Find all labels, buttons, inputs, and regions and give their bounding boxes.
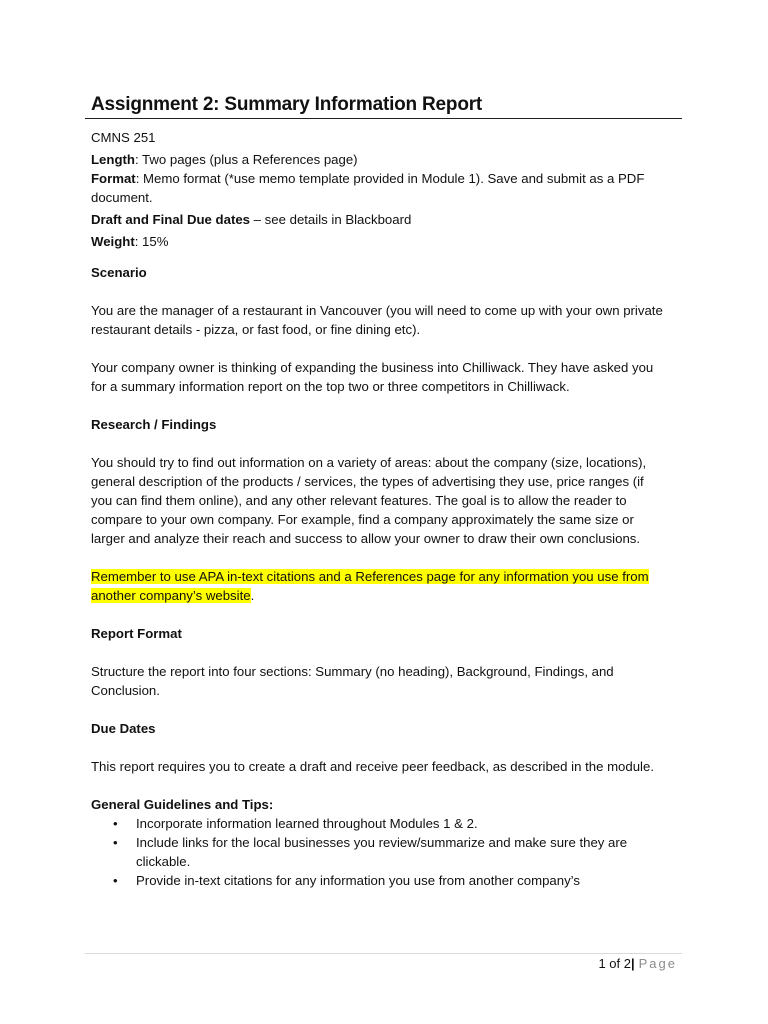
guidelines-list bbox=[91, 814, 666, 890]
bullet-icon: • bbox=[113, 873, 118, 888]
length-value: : Two pages (plus a References page) bbox=[134, 152, 358, 167]
page-title: Assignment 2: Summary Information Report bbox=[91, 94, 483, 115]
list-item bbox=[91, 833, 666, 871]
list-item bbox=[91, 814, 666, 833]
course-code: CMNS 251 bbox=[91, 130, 156, 145]
guidelines-heading: General Guidelines and Tips: bbox=[91, 797, 274, 812]
research-heading: Research / Findings bbox=[91, 417, 217, 432]
report-format-heading: Report Format bbox=[91, 626, 182, 641]
bullet-icon: • bbox=[113, 816, 118, 831]
weight-label: Weight bbox=[91, 234, 135, 249]
due-value: – see details in Blackboard bbox=[250, 212, 412, 227]
highlighted-reminder: Remember to use APA in-text citations and a References page for any information you use from another company’s website bbox=[91, 569, 649, 603]
reminder-period: . bbox=[250, 588, 255, 603]
footer-divider bbox=[85, 953, 682, 954]
due-dates-paragraph: This report requires you to create a draft and receive peer feedback, as described in the module. bbox=[91, 759, 654, 774]
apa-reminder bbox=[91, 567, 666, 605]
page-footer bbox=[598, 956, 677, 971]
title-underline bbox=[85, 118, 682, 119]
due-dates-heading: Due Dates bbox=[91, 721, 156, 736]
list-item bbox=[91, 871, 666, 890]
research-paragraph: You should try to find out information on a variety of areas: about the company (size, locations), general description of the products / services, the types of advertising they use, price ranges (if you can find them online), and any other relevant features. The goal is to allow the reader to compare to your own company. For example, find a company approximately the same size or larger and analyze their reach and success to allow your owner to draw their own conclusions. bbox=[91, 455, 647, 546]
page-word: Page bbox=[638, 956, 677, 971]
format-label: Format bbox=[91, 171, 136, 186]
scenario-heading: Scenario bbox=[91, 265, 147, 280]
list-item-text: Provide in-text citations for any information you use from another company’s bbox=[136, 873, 580, 888]
scenario-paragraph-1: You are the manager of a restaurant in Vancouver (you will need to come up with your own private restaurant details - pizza, or fast food, or fine dining etc). bbox=[91, 303, 663, 337]
length-label: Length bbox=[91, 152, 135, 167]
page-number: 1 of 2 bbox=[598, 956, 631, 971]
weight-line bbox=[91, 232, 666, 251]
footer-separator: | bbox=[630, 956, 635, 971]
scenario-paragraph-2: Your company owner is thinking of expanding the business into Chilliwack. They have asked you for a summary information report on the top two or three competitors in Chilliwack. bbox=[91, 360, 654, 394]
report-format-paragraph: Structure the report into four sections: Summary (no heading), Background, Findings, and Conclusion. bbox=[91, 664, 614, 698]
due-line bbox=[91, 210, 666, 229]
format-value: : Memo format (*use memo template provided in Module 1). Save and submit as a PDF document. bbox=[91, 171, 645, 205]
length-line bbox=[91, 150, 666, 169]
list-item-text: Include links for the local businesses you review/summarize and make sure they are clickable. bbox=[136, 835, 628, 869]
bullet-icon: • bbox=[113, 835, 118, 850]
due-label: Draft and Final Due dates bbox=[91, 212, 251, 227]
list-item-text: Incorporate information learned throughout Modules 1 & 2. bbox=[136, 816, 478, 831]
weight-value: : 15% bbox=[134, 234, 169, 249]
document-body bbox=[91, 128, 666, 890]
format-line bbox=[91, 169, 666, 207]
